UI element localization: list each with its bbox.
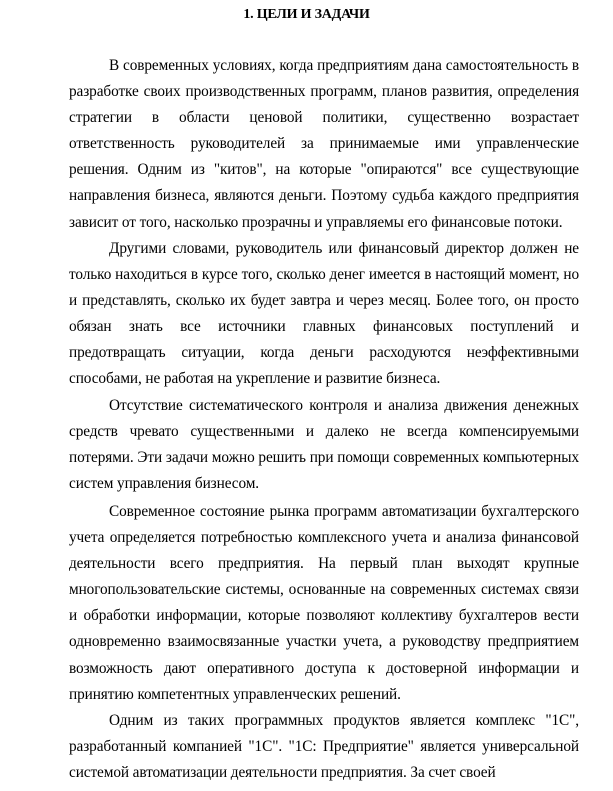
paragraph: Одним из таких программных продуктов является комплекс "1С", разработанный компанией "1С". "1С: Предприятие" является универсальной системой автоматизации деятельности предприятия. За счет своей bbox=[69, 712, 579, 782]
section-heading: 1. ЦЕЛИ И ЗАДАЧИ bbox=[243, 7, 370, 22]
paragraph: Другими словами, руководитель или финансовый директор должен не только находиться в курсе того, сколько денег имеется в настоящий момент, но и представлять, сколько их будет завтра и через месяц. Более того, он просто обязан знать все источники главных финансовых поступлений и предотвращать ситуации, когда деньги расходуются неэффективными способами, не работая на укрепление и развитие бизнеса. bbox=[69, 240, 579, 388]
paragraph: Современное состояние рынка программ автоматизации бухгалтерского учета определяется потребностью комплексного учета и анализа финансовой деятельности всего предприятия. На первый план выходят крупные многопользовательские системы, основанные на современных системах связи и обработки информации, которые позволяют коллективу бухгалтеров вести одновременно взаимосвязанные участки учета, а руководству предприятием возможность дают оперативного доступа к достоверной информации и принятию компетентных управленческих решений. bbox=[69, 503, 579, 703]
paragraph: Отсутствие систематического контроля и анализа движения денежных средств чревато существенными и далеко не всегда компенсируемыми потерями. Эти задачи можно решить при помощи современных компьютерных систем управления бизнесом. bbox=[69, 397, 579, 493]
paragraph: В современных условиях, когда предприятиям дана самостоятельность в разработке своих производственных программ, планов развития, определения стратегии в области ценовой политики, существенно возрастает ответственность руководителей за принимаемые ими управленческие решения. Одним из "китов", на которые "опираются" все существующие направления бизнеса, являются деньги. Поэтому судьба каждого предприятия зависит от того, насколько прозрачны и управляемы его финансовые потоки. bbox=[69, 57, 579, 231]
